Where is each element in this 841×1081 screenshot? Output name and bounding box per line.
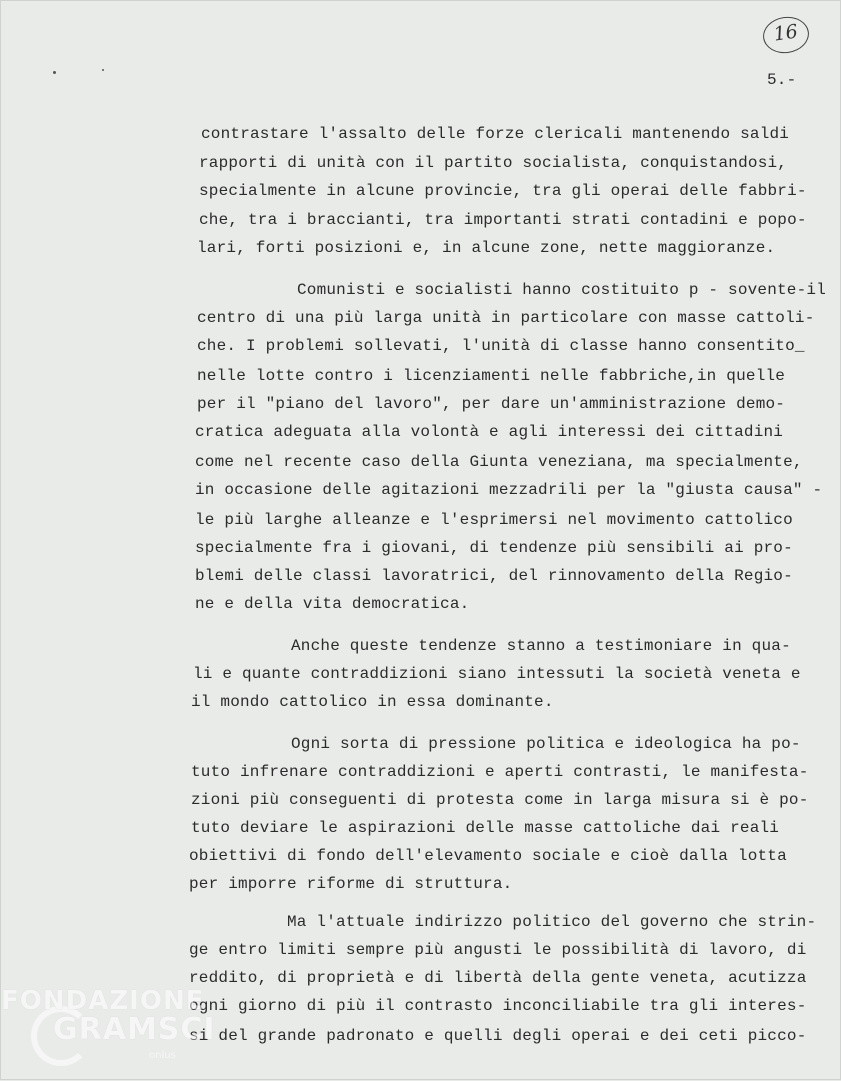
watermark-line1: FONDAZIONE bbox=[1, 986, 205, 1016]
text-line: che. I problemi sollevati, l'unità di classe hanno consentito_ bbox=[197, 337, 805, 355]
text-line: obiettivi di fondo dell'elevamento sociale e cioè dalla lotta bbox=[189, 847, 787, 865]
text-line: per il "piano del lavoro", per dare un'amministrazione demo- bbox=[197, 395, 786, 413]
text-line: contrastare l'assalto delle forze clericali mantenendo saldi bbox=[201, 125, 790, 143]
watermark-line2: GRAMSCI bbox=[53, 1012, 216, 1047]
text-line: nelle lotte contro i licenziamenti nelle fabbriche,in quelle bbox=[197, 367, 786, 385]
text-line: Ogni sorta di pressione politica e ideologica ha po- bbox=[291, 735, 801, 753]
text-line: in occasione delle agitazioni mezzadrili per la "giusta causa" - bbox=[195, 481, 823, 499]
archive-number: 16 bbox=[772, 20, 800, 46]
text-line: per imporre riforme di struttura. bbox=[189, 875, 513, 893]
text-line: tuto infrenare contraddizioni e aperti contrasti, le manifesta- bbox=[191, 763, 809, 781]
text-line: come nel recente caso della Giunta veneziana, ma specialmente, bbox=[195, 453, 803, 471]
fondazione-gramsci-watermark bbox=[1, 986, 216, 1081]
text-line: si del grande padronato e quelli degli operai e dei ceti picco- bbox=[189, 1027, 807, 1045]
ink-speck bbox=[53, 71, 56, 74]
text-line: specialmente in alcune provincie, tra gli operai delle fabbri- bbox=[199, 182, 807, 200]
text-line: Ma l'attuale indirizzo politico del governo che strin- bbox=[287, 913, 817, 931]
text-line: centro di una più larga unità in particolare con masse cattoli- bbox=[197, 309, 815, 327]
text-line: zioni più conseguenti di protesta come in larga misura si è po- bbox=[191, 791, 809, 809]
text-line: ne e della vita democratica. bbox=[195, 595, 470, 613]
text-line: ge entro limiti sempre più angusti le possibilità di lavoro, di bbox=[189, 941, 807, 959]
text-line: cratica adeguata alla volontà e agli interessi dei cittadini bbox=[195, 423, 784, 441]
text-line: rapporti di unità con il partito socialista, conquistandosi, bbox=[199, 154, 788, 172]
text-line: ogni giorno di più il contrasto inconciliabile tra gli interes- bbox=[189, 997, 807, 1015]
ink-speck bbox=[102, 69, 104, 71]
text-line: Anche queste tendenze stanno a testimoniare in qua- bbox=[291, 637, 791, 655]
text-line: reddito, di proprietà e di libertà della gente veneta, acutizza bbox=[189, 969, 807, 987]
watermark-line3: onlus bbox=[149, 1050, 176, 1061]
text-line: Comunisti e socialisti hanno costituito p - sovente-il bbox=[297, 281, 826, 299]
text-line: che, tra i braccianti, tra importanti strati contadini e popo- bbox=[199, 211, 807, 229]
page-number: 5.- bbox=[767, 71, 797, 89]
text-line: blemi delle classi lavoratrici, del rinnovamento della Regio- bbox=[195, 567, 793, 585]
text-line: specialmente fra i giovani, di tendenze più sensibili ai pro- bbox=[195, 539, 793, 557]
text-line: li e quante contraddizioni siano intessuti la società veneta e bbox=[193, 665, 801, 683]
text-line: lari, forti posizioni e, in alcune zone, nette maggioranze. bbox=[197, 239, 776, 257]
text-line: le più larghe alleanze e l'esprimersi nel movimento cattolico bbox=[195, 511, 793, 529]
archive-page-number-stamp bbox=[761, 14, 812, 56]
text-line: tuto deviare le aspirazioni delle masse cattoliche dai reali bbox=[191, 819, 780, 837]
text-line: il mondo cattolico in essa dominante. bbox=[191, 693, 554, 711]
